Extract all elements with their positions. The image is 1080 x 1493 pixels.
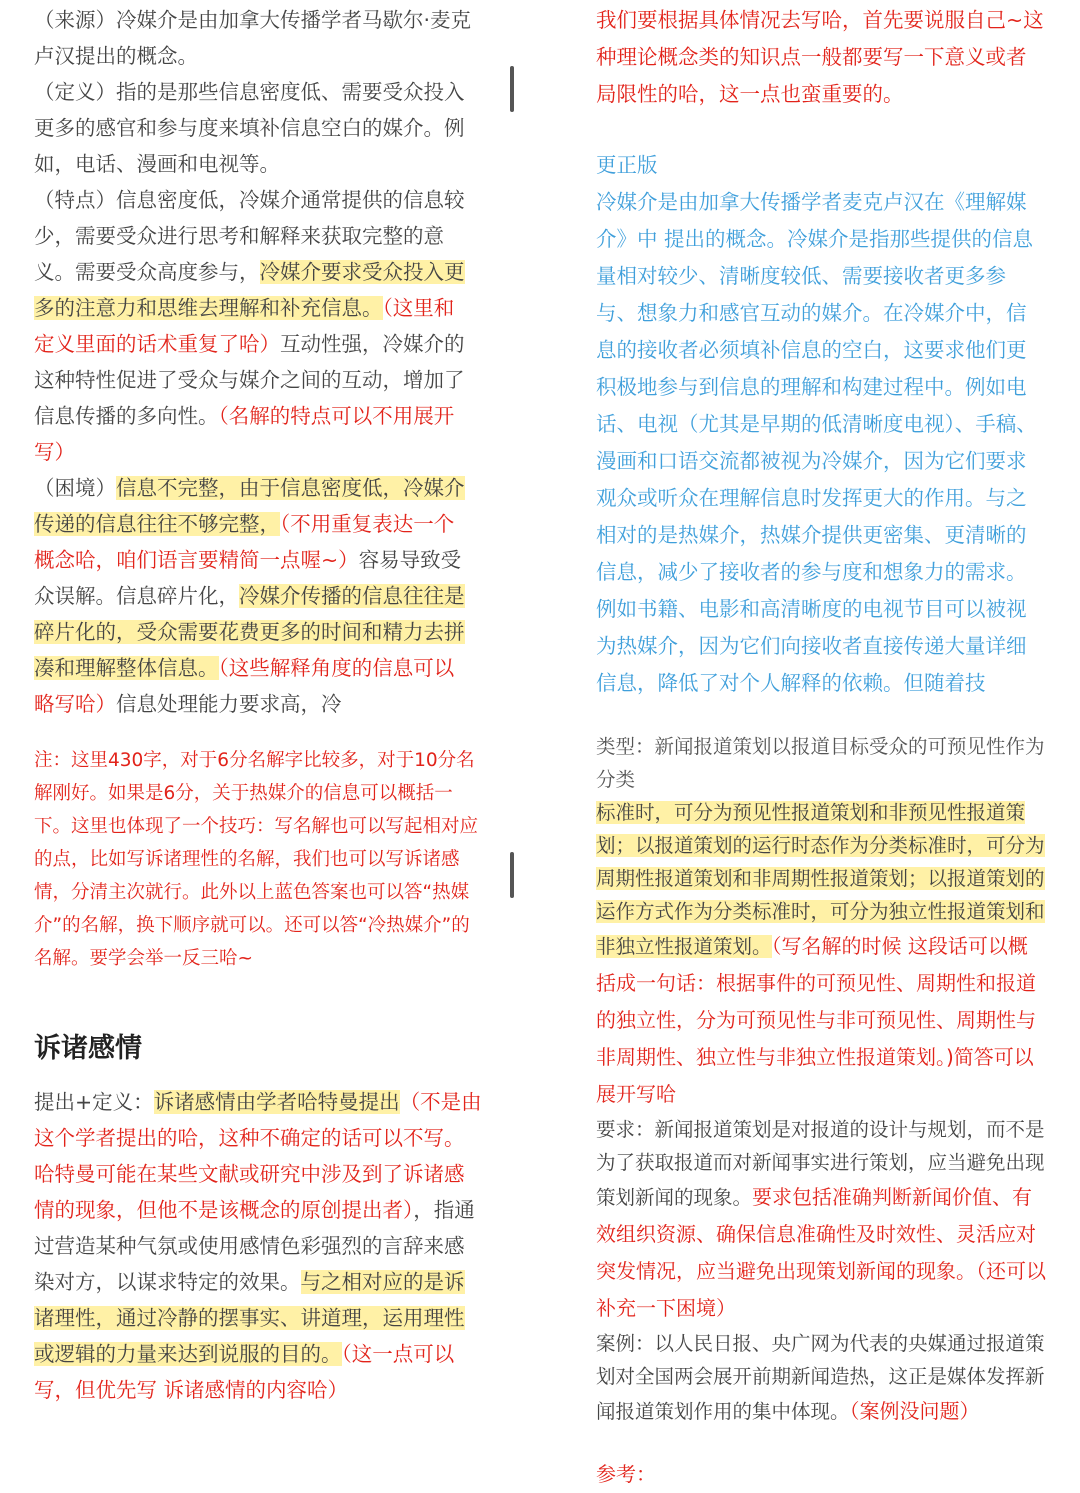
text-segment: （案例没问题） (849, 1399, 980, 1423)
emotional-appeal-answer (34, 1084, 484, 1408)
text-segment: （不是由这个学者提出的哈，这种不确定的话可以不写。哈特曼可能在某些文献或研究中涉及到了诉诸感情的现象，但他不是该概念的原创提出者） (34, 1090, 482, 1222)
teacher-note: 注：这里430字，对于6分名解字比较多，对于10分名解刚好。如果是6分，关于热媒介的信息可以概括一下。这里也体现了一个技巧：写名解也可以写起相对应的点，比如写诉诸理性的名解，我们也可以写诉诸感情，分清主次就行。此外以上蓝色答案也可以答“热媒介”的名解，换下顺序就可以。还可以答“冷热媒介”的名解。要学会举一反三哈~ (34, 750, 479, 969)
source-paragraph (34, 2, 474, 74)
text-segment: 案例：以人民日报、央广网为代表的央媒通过报道策划对全国两会展开前期新闻造热，这正是媒体发挥新闻报道策划作用的集中体现。 (596, 1332, 1045, 1423)
text-segment: 与之相对应的是诉诸理性，通过冷静的摆事实、讲道理，运用理性或逻辑的力量来达到说服的目的。 (34, 1270, 465, 1366)
requirement-paragraph (596, 1113, 1046, 1327)
note-panel-cold-media (0, 0, 540, 716)
text-segment: 互动性强，冷媒介的这种特性促进了受众与媒介之间的互动，增加了信息传播的多向性。 (34, 332, 465, 428)
text-segment: （特点）信息密度低，冷媒介通常提供的信息较少，需要受众进行思考和解释来获取完整的意义。需要受众高度参与， (34, 188, 465, 284)
corrected-heading: 更正版 (596, 153, 658, 177)
text-segment: （不用重复表达一个概念哈，咱们语言要精简一点喔~） (34, 512, 455, 572)
text-segment: 要求：新闻报道策划是对报道的设计与规划，而不是为了获取报道而对新闻事实进行策划，应当避免出现策划新闻的现象。 (596, 1118, 1045, 1209)
cut-off-line: 类型：新闻报道策划以报道目标受众的可预见性作为分类 (596, 735, 1045, 791)
news-planning-answer (596, 730, 1046, 1493)
text-segment: （来源）冷媒介是由加拿大传播学者马歇尔·麦克卢汉提出的概念。 (34, 8, 472, 68)
text-segment: 信息不完整，由于信息密度低，冷媒介传递的信息往往不够完整， (34, 476, 465, 536)
scroll-indicator-top[interactable] (510, 66, 514, 112)
text-segment: （这里和定义里面的话术重复了哈） (34, 296, 455, 356)
note-panel-news-planning (540, 735, 1080, 1486)
text-segment: ，指通过营造某种气氛或使用感情色彩强烈的言辞来感染对方，以谋求特定的效果。 (34, 1198, 475, 1294)
text-segment: 诉诸感情由学者哈特曼提出 (153, 1090, 400, 1114)
text-segment: 要求包括准确判断新闻价值、有效组织资源、确保信息准确性及时效性、灵活应对突发情况，应当避免出现策划新闻的现象。（还可以补充一下困境） (596, 1185, 1046, 1320)
dilemma-paragraph (34, 470, 474, 722)
reference-label: 参考： (596, 1462, 656, 1486)
comment-intro: 我们要根据具体情况去写哈，首先要说服自己~这种理论概念类的知识点一般都要写一下意义或者局限性的哈，这一点也蛮重要的。 (596, 8, 1044, 106)
text-segment: （困境） (34, 476, 116, 500)
feature-paragraph (34, 182, 474, 470)
corrected-answer: 冷媒介是由加拿大传播学者麦克卢汉在《理解媒介》中 提出的概念。冷媒介是指那些提供的信息量相对较少、清晰度较低、需要接收者更多参与、想象力和感官互动的媒介。在冷媒介中，信息的接收者必须填补信息的空白，这要求他们更积极地参与到信息的理解和构建过程中。例如电话、电视（尤其是早期的低清晰度电视）、手稿、漫画和口语交流都被视为冷媒介，因为它们要求观众或听众在理解信息时发挥更大的作用。与之相对的是热媒介，热媒介提供更密集、更清晰的信息，减少了接收者的参与度和想象力的需求。例如书籍、电影和高清晰度的电视节目可以被视为热媒介，因为它们向接收者直接传递大量详细信息，降低了对个人解释的依赖。但随着技 (596, 190, 1037, 695)
text-segment: （这些解释角度的信息可以略写哈） (34, 656, 455, 716)
text-segment: 信息处理能力要求高，冷 (116, 692, 342, 716)
text-segment: （这一点可以写，但优先写 诉诸感情的内容哈） (34, 1342, 455, 1402)
text-segment: 冷媒介要求受众投入更多的注意力和思维去理解和补充信息。 (34, 260, 465, 320)
section-title: 诉诸感情 (34, 1033, 142, 1064)
text-segment: 容易导致受众误解。信息碎片化， (34, 548, 462, 608)
proposal-definition-paragraph (34, 1084, 484, 1408)
type-paragraph (596, 796, 1046, 1113)
text-segment: 标准时，可分为预见性报道策划和非预见性报道策划；以报道策划的运行时态作为分类标准时，可分为周期性报道策划和非周期性报道策划；以报道策划的运作方式作为分类标准时，可分为独立性报道策划和非独立性报道策划。 (596, 801, 1045, 958)
text-segment: 提出+定义： (34, 1090, 154, 1114)
cold-media-answer (34, 2, 474, 722)
text-segment: （写名解的时候 这段话可以概括成一句话：根据事件的可预见性、周期性和报道的独立性，分为可预见性与非可预见性、周期性与非周期性、独立性与非独立性报道策划。)简答可以展开写哈 (596, 934, 1036, 1106)
text-segment: 冷媒介传播的信息往往是碎片化的，受众需要花费更多的时间和精力去拼凑和理解整体信息。 (34, 584, 465, 680)
note-panel-correction (540, 0, 1080, 700)
note-panel-comment (0, 740, 540, 980)
text-segment: （名解的特点可以不用展开写） (34, 404, 455, 464)
case-paragraph (596, 1327, 1046, 1430)
note-panel-emotional-appeal (0, 1020, 540, 1440)
scroll-indicator-bottom[interactable] (510, 852, 514, 898)
text-segment: （定义）指的是那些信息密度低、需要受众投入更多的感官和参与度来填补信息空白的媒介。例如，电话、漫画和电视等。 (34, 80, 465, 176)
correction-block (596, 2, 1046, 702)
definition-paragraph (34, 74, 474, 182)
